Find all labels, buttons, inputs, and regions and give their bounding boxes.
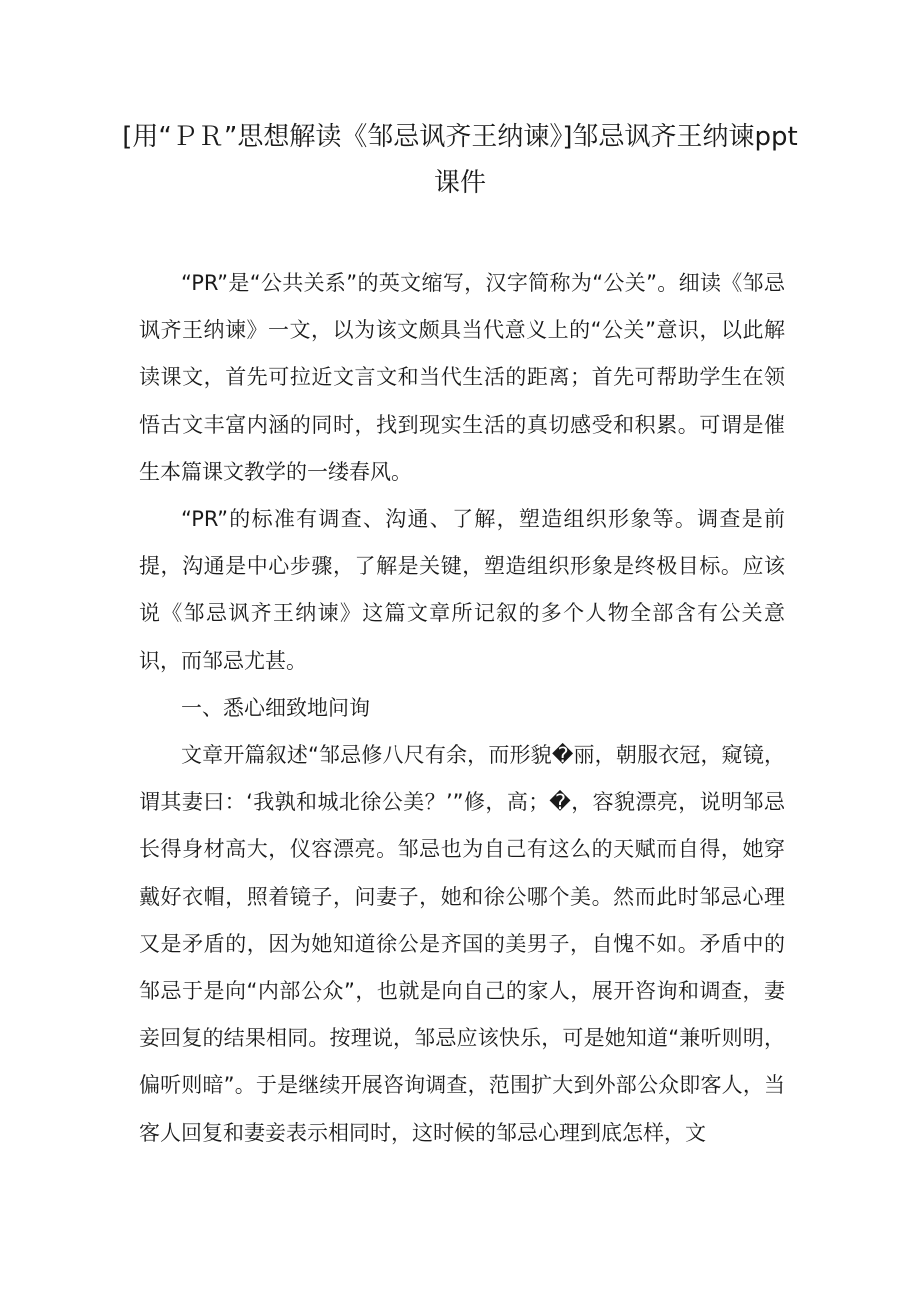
document-body — [139, 260, 785, 1157]
paragraph-inquiry: 文章开篇叙述“邹忌修八尺有余，而形貌�丽，朝服衣冠，窥镜，谓其妻曰：‘我孰和城北徐公美？’”修，高；�，容貌漂亮，说明邹忌长得身材高大，仪容漂亮。邹忌也为自己有这么的天赋而自得，她穿戴好衣帽，照着镜子，问妻子，她和徐公哪个美。然而此时邹忌心理又是矛盾的，因为她知道徐公是齐国的美男子，自愧不如。矛盾中的邹忌于是向“内部公众”，也就是向自己的家人，展开咨询和调查，妻妾回复的结果相同。按理说，邹忌应该快乐，可是她知道“兼听则明，偏听则暗”。于是继续开展咨询调查，范围扩大到外部公众即客人，当客人回复和妻妾表示相同时，这时候的邹忌心理到底怎样，文 — [139, 743, 785, 1145]
section-heading-inquiry: 一、悉心细致地问询 — [181, 695, 370, 720]
paragraph-pr-standards: “PR”的标准有调查、沟通、了解，塑造组织形象等。调查是前提，沟通是中心步骤，了解是关键，塑造组织形象是终极目标。应该说《邹忌讽齐王纳谏》这篇文章所记叙的多个人物全部含有公关意识，而邹忌尤甚。 — [139, 507, 785, 673]
paragraph-intro: “PR”是“公共关系”的英文缩写，汉字简称为“公关”。细读《邹忌讽齐王纳谏》一文，以为该文颇具当代意义上的“公关”意识，以此解读课文，首先可拉近文言文和当代生活的距离；首先可帮助学生在领悟古文丰富内涵的同时，找到现实生活的真切感受和积累。可谓是催生本篇课文教学的一缕春风。 — [139, 271, 785, 484]
document-title: [用“ＰＲ”思想解读《邹忌讽齐王纳谏》]邹忌讽齐王纳谏ppt课件 — [122, 122, 798, 198]
